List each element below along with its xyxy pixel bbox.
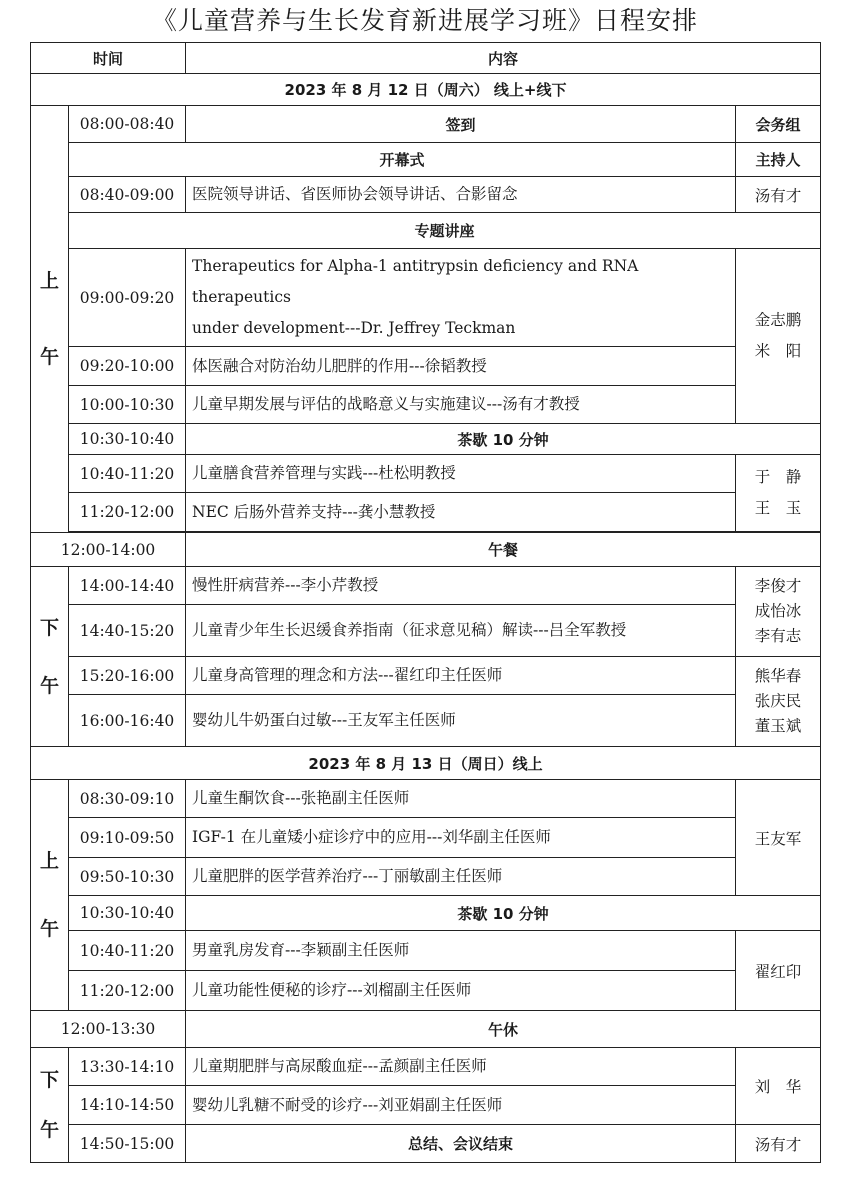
- time-cell: 09:50-10:30: [69, 858, 186, 896]
- time-cell: 09:20-10:00: [69, 347, 186, 386]
- moderator-cell: 翟红印: [736, 931, 821, 1011]
- header-time: 时间: [31, 43, 186, 74]
- table-row: [31, 1086, 821, 1125]
- content-cell: 婴幼儿乳糖不耐受的诊疗---刘亚娟副主任医师: [186, 1086, 736, 1125]
- moderator-cell: 王友军: [736, 780, 821, 896]
- moderator-name: 于 静: [754, 468, 802, 486]
- table-row: [31, 177, 821, 213]
- day1-date-row: [31, 74, 821, 106]
- content-cell: 男童乳房发育---李颖副主任医师: [186, 931, 736, 971]
- content-cell: 儿童期肥胖与高尿酸血症---孟颜副主任医师: [186, 1048, 736, 1086]
- content-cell: [186, 249, 736, 347]
- content-line: Therapeutics for Alpha-1 antitrypsin deficiency and RNA therapeutics: [192, 257, 639, 306]
- break-title: 茶歇 10 分钟: [186, 896, 821, 931]
- table-row: [31, 106, 821, 143]
- moderator-cell: 汤有才: [736, 177, 821, 213]
- moderator-cell: 汤有才: [736, 1125, 821, 1163]
- day2-am-session: [31, 780, 69, 1011]
- time-cell: 14:40-15:20: [69, 605, 186, 657]
- moderator-name: 熊华春: [754, 667, 802, 685]
- host-label: 主持人: [736, 143, 821, 177]
- closing-title: 总结、会议结束: [186, 1125, 736, 1163]
- moderator-name: 米 阳: [754, 342, 802, 360]
- time-cell: 10:40-11:20: [69, 455, 186, 493]
- content-cell: IGF-1 在儿童矮小症诊疗中的应用---刘华副主任医师: [186, 818, 736, 858]
- moderator-name: 王 玉: [754, 499, 802, 517]
- time-cell: 09:00-09:20: [69, 249, 186, 347]
- content-cell: 儿童身高管理的理念和方法---翟红印主任医师: [186, 657, 736, 695]
- time-cell: 10:00-10:30: [69, 386, 186, 424]
- schedule-table: [30, 42, 821, 1163]
- content-line: under development---Dr. Jeffrey Teckman: [192, 319, 516, 337]
- day1-am-session: [31, 106, 69, 533]
- table-row: [31, 896, 821, 931]
- lectures-title: 专题讲座: [69, 213, 821, 249]
- session-label: 下午: [40, 616, 60, 697]
- moderator-name: 李俊才: [754, 577, 802, 595]
- table-row: [31, 780, 821, 818]
- table-row: [31, 386, 821, 424]
- moderator-cell: [736, 249, 821, 424]
- content-cell: NEC 后肠外营养支持---龚小慧教授: [186, 493, 736, 532]
- moderator-cell: [736, 455, 821, 532]
- table-row: [31, 1048, 821, 1086]
- table-row: [31, 213, 821, 249]
- time-cell: 08:00-08:40: [69, 106, 186, 143]
- session-label: 上午: [40, 270, 60, 368]
- time-cell: 09:10-09:50: [69, 818, 186, 858]
- content-cell: 体医融合对防治幼儿肥胖的作用---徐韬教授: [186, 347, 736, 386]
- table-row: [31, 567, 821, 605]
- content-cell: 慢性肝病营养---李小芹教授: [186, 567, 736, 605]
- checkin-title: 签到: [186, 106, 736, 143]
- moderator-cell: [736, 657, 821, 747]
- content-cell: 医院领导讲话、省医师协会领导讲话、合影留念: [186, 177, 736, 213]
- session-label: 上午: [40, 850, 60, 940]
- session-label: 下午: [40, 1069, 60, 1141]
- table-row: [31, 858, 821, 896]
- table-row: [31, 493, 821, 532]
- content-cell: 儿童功能性便秘的诊疗---刘榴副主任医师: [186, 971, 736, 1011]
- day1-pm-session: [31, 567, 69, 747]
- content-cell: 儿童青少年生长迟缓食养指南（征求意见稿）解读---吕全军教授: [186, 605, 736, 657]
- moderator-name: 金志鹏: [754, 311, 802, 329]
- content-cell: 儿童肥胖的医学营养治疗---丁丽敏副主任医师: [186, 858, 736, 896]
- table-row: [31, 424, 821, 455]
- time-cell: 13:30-14:10: [69, 1048, 186, 1086]
- table-row: [31, 347, 821, 386]
- time-cell: 12:00-13:30: [31, 1011, 186, 1048]
- moderator-cell: 会务组: [736, 106, 821, 143]
- content-cell: 儿童膳食营养管理与实践---杜松明教授: [186, 455, 736, 493]
- table-row: [31, 455, 821, 493]
- table-row: [31, 971, 821, 1011]
- table-row: [31, 249, 821, 347]
- day2-date: 2023 年 8 月 13 日（周日）线上: [31, 747, 821, 780]
- time-cell: 10:30-10:40: [69, 424, 186, 455]
- moderator-name: 张庆民: [754, 692, 802, 710]
- day2-pm-session: [31, 1048, 69, 1163]
- table-row: [31, 143, 821, 177]
- table-row: [31, 605, 821, 657]
- table-row: [31, 657, 821, 695]
- table-row: [31, 1011, 821, 1048]
- time-cell: 10:40-11:20: [69, 931, 186, 971]
- time-cell: 11:20-12:00: [69, 971, 186, 1011]
- content-cell: 儿童生酮饮食---张艳副主任医师: [186, 780, 736, 818]
- moderator-name: 李有志: [754, 627, 802, 645]
- opening-title: 开幕式: [69, 143, 736, 177]
- time-cell: 14:00-14:40: [69, 567, 186, 605]
- rest-title: 午休: [186, 1011, 821, 1048]
- page-title: 《儿童营养与生长发育新进展学习班》日程安排: [151, 6, 698, 35]
- time-cell: 16:00-16:40: [69, 695, 186, 747]
- table-row: [31, 533, 821, 567]
- header-row: [31, 43, 821, 74]
- content-cell: 婴幼儿牛奶蛋白过敏---王友军主任医师: [186, 695, 736, 747]
- time-cell: 14:50-15:00: [69, 1125, 186, 1163]
- break-title: 茶歇 10 分钟: [186, 424, 821, 455]
- time-cell: 10:30-10:40: [69, 896, 186, 931]
- header-content: 内容: [186, 43, 821, 74]
- content-cell: 儿童早期发展与评估的战略意义与实施建议---汤有才教授: [186, 386, 736, 424]
- time-cell: 08:30-09:10: [69, 780, 186, 818]
- moderator-name: 成怡冰: [754, 602, 802, 620]
- moderator-cell: [736, 567, 821, 657]
- day1-date: 2023 年 8 月 12 日（周六） 线上+线下: [31, 74, 821, 106]
- table-row: [31, 931, 821, 971]
- time-cell: 08:40-09:00: [69, 177, 186, 213]
- table-row: [31, 818, 821, 858]
- time-cell: 14:10-14:50: [69, 1086, 186, 1125]
- moderator-name: 董玉斌: [754, 717, 802, 735]
- moderator-cell: 刘 华: [736, 1048, 821, 1125]
- table-row: [31, 695, 821, 747]
- time-cell: 12:00-14:00: [31, 533, 186, 567]
- time-cell: 11:20-12:00: [69, 493, 186, 532]
- table-row: [31, 1125, 821, 1163]
- lunch-title: 午餐: [186, 533, 821, 567]
- time-cell: 15:20-16:00: [69, 657, 186, 695]
- day2-date-row: [31, 747, 821, 780]
